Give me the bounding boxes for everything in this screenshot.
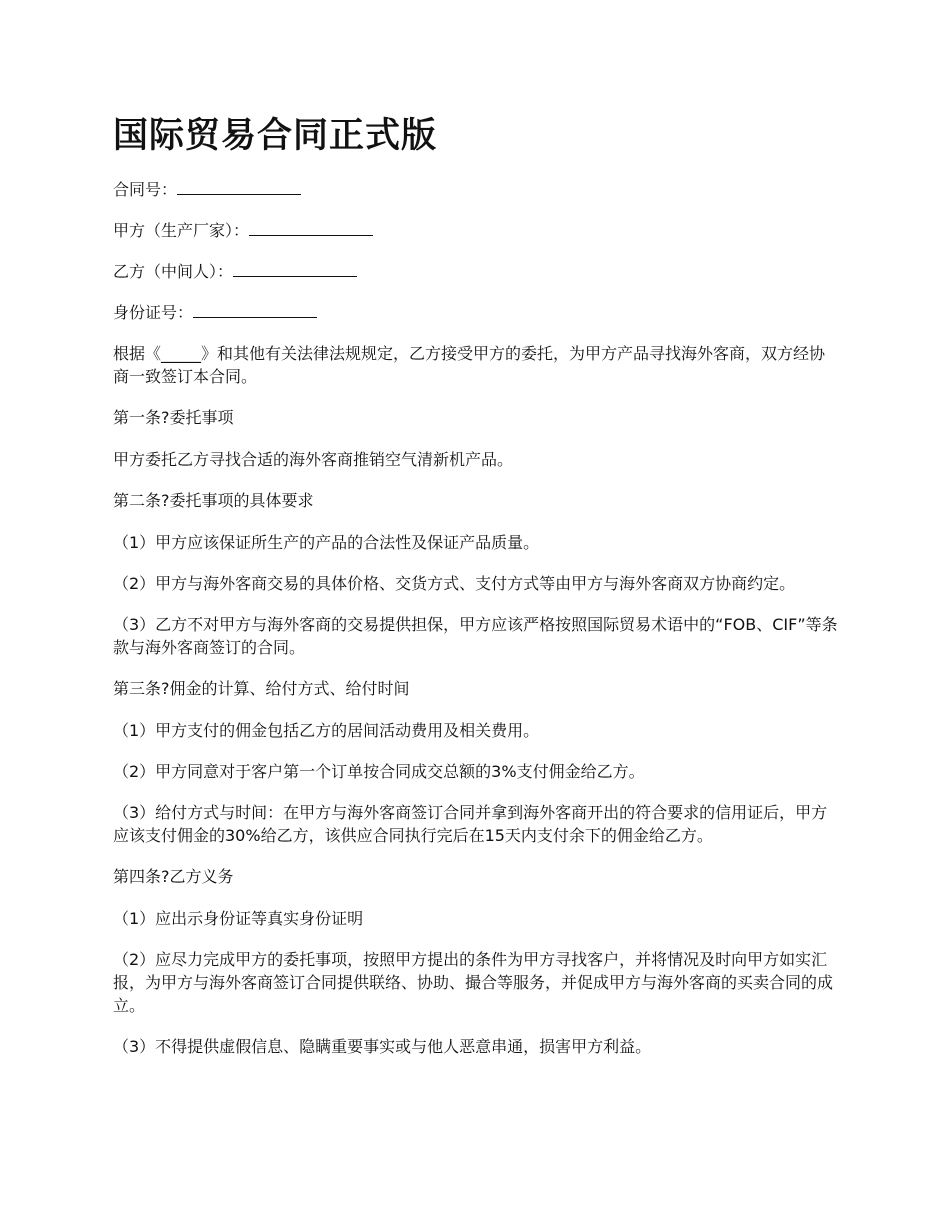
article-2-paragraph: （3）乙方不对甲方与海外客商的交易提供担保，甲方应该严格按照国际贸易术语中的“FOB、CIF”等条款与海外客商签订的合同。: [113, 615, 838, 657]
id-number-field: [113, 301, 839, 325]
article-4-heading: 第四条?乙方义务: [113, 867, 234, 886]
article-3-paragraph: （1）甲方支付的佣金包括乙方的居间活动费用及相关费用。: [113, 721, 540, 740]
document-page: [113, 110, 839, 1076]
intro-paragraph: 根据《_____》和其他有关法律法规规定，乙方接受甲方的委托，为甲方产品寻找海外客商，双方经协商一致签订本合同。: [113, 344, 826, 386]
blank-line: [249, 221, 373, 236]
field-label: 身份证号：: [113, 303, 194, 322]
field-label: 甲方（生产厂家）：: [113, 221, 250, 240]
blank-line: [193, 303, 317, 318]
article-4-paragraph: （1）应出示身份证等真实身份证明: [113, 909, 364, 928]
article-2-paragraph: （1）甲方应该保证所生产的产品的合法性及保证产品质量。: [113, 533, 540, 552]
blank-line: [177, 180, 301, 195]
article-3-heading: 第三条?佣金的计算、给付方式、给付时间: [113, 679, 410, 698]
contract-number-field: [113, 178, 839, 202]
field-label: 合同号：: [113, 180, 178, 199]
party-b-field: [113, 260, 839, 284]
article-3-paragraph: （3）给付方式与时间：在甲方与海外客商签订合同并拿到海外客商开出的符合要求的信用证后，甲方应该支付佣金的30%给乙方，该供应合同执行完后在15天内支付余下的佣金给乙方。: [113, 803, 828, 845]
article-4-paragraph: （3）不得提供虚假信息、隐瞒重要事实或与他人恶意串通，损害甲方利益。: [113, 1037, 652, 1056]
article-4-paragraph: （2）应尽力完成甲方的委托事项，按照甲方提出的条件为甲方寻找客户，并将情况及时向甲方如实汇报，为甲方与海外客商签订合同提供联络、协助、撮合等服务，并促成甲方与海外客商的买卖合同的成立。: [113, 950, 834, 1015]
document-title: 国际贸易合同正式版: [113, 116, 438, 156]
party-a-field: [113, 219, 839, 243]
article-2-heading: 第二条?委托事项的具体要求: [113, 491, 314, 510]
field-label: 乙方（中间人）：: [113, 262, 234, 281]
article-1-heading: 第一条?委托事项: [113, 408, 234, 427]
article-2-paragraph: （2）甲方与海外客商交易的具体价格、交货方式、支付方式等由甲方与海外客商双方协商约定。: [113, 574, 796, 593]
blank-line: [233, 262, 357, 277]
article-3-paragraph: （2）甲方同意对于客户第一个订单按合同成交总额的3%支付佣金给乙方。: [113, 762, 645, 781]
article-1-paragraph: 甲方委托乙方寻找合适的海外客商推销空气清新机产品。: [113, 450, 514, 469]
